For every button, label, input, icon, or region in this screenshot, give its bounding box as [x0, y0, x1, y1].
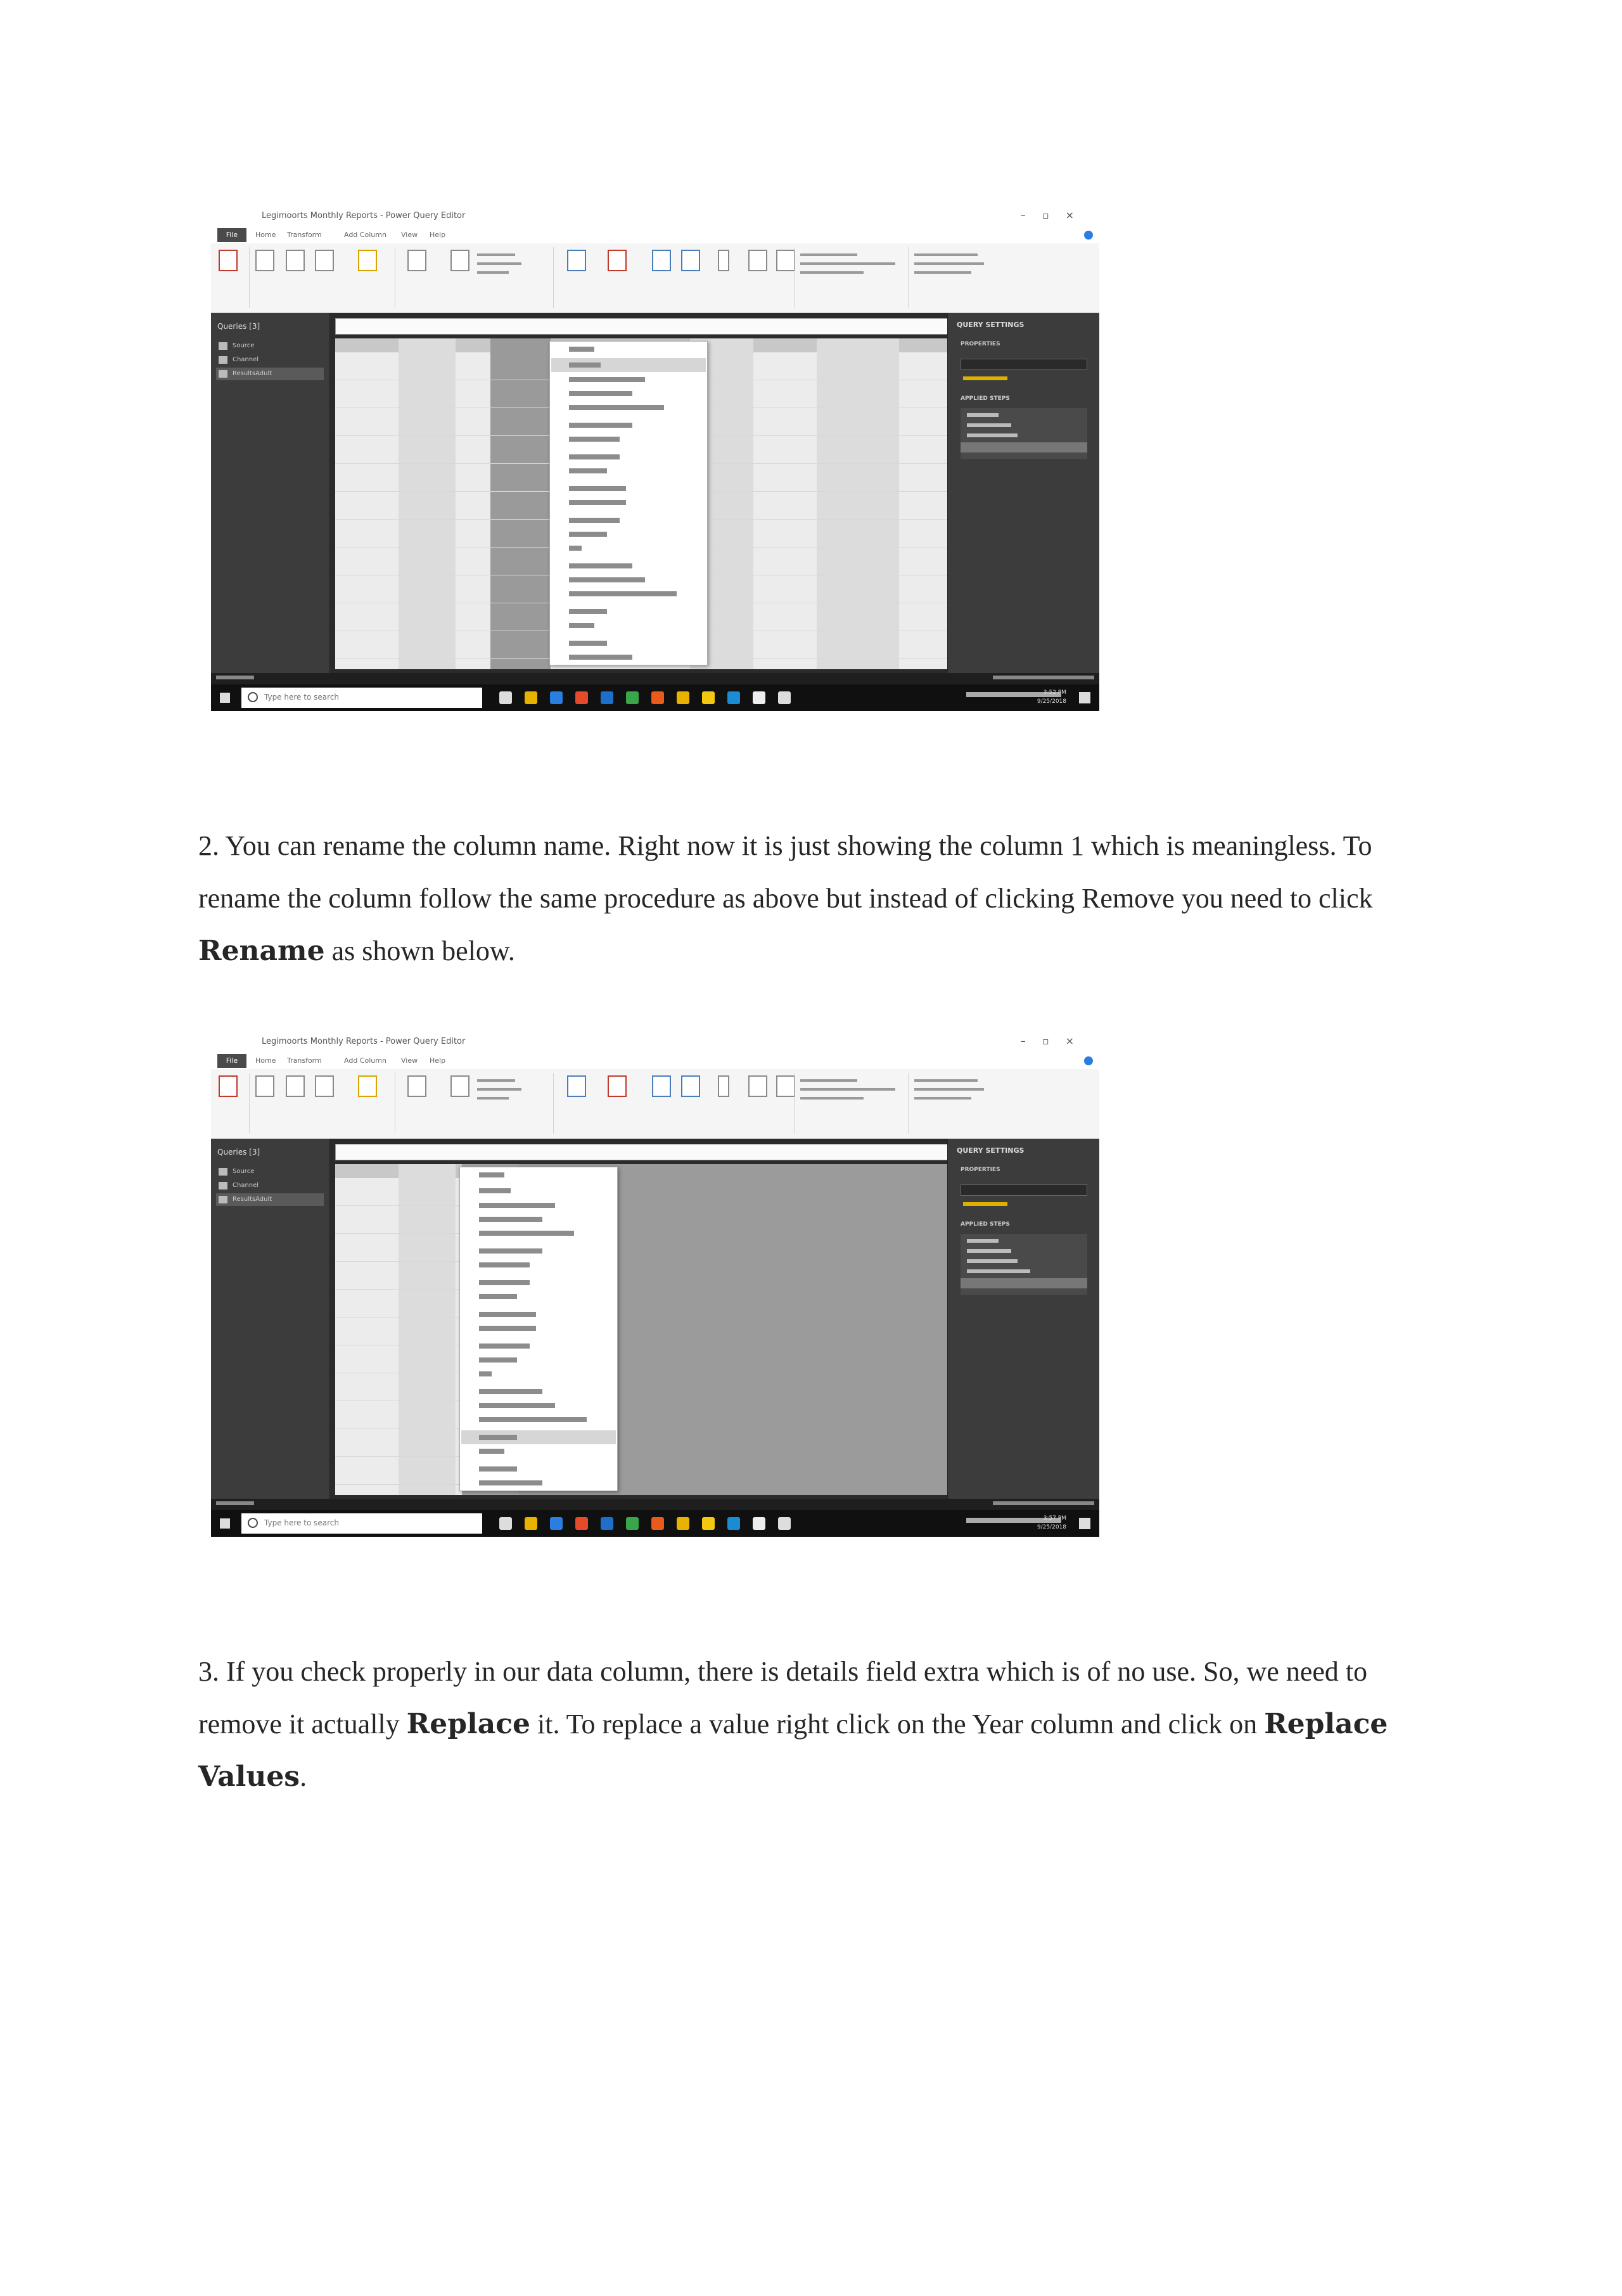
paragraph-text: it. To replace a value right click on the Year column and click on: [530, 1709, 1265, 1740]
menu-item-split-column[interactable]: [569, 518, 620, 523]
status-left: [216, 676, 254, 679]
ribbon-separator: [553, 247, 554, 308]
menu-item-unpivot-other-columns[interactable]: [569, 577, 645, 582]
menu-item-fill[interactable]: [569, 546, 582, 551]
app-icon[interactable]: [727, 691, 740, 704]
menu-item-replace-errors[interactable]: [569, 500, 626, 505]
choose-columns-icon[interactable]: [567, 250, 586, 271]
step-item[interactable]: [967, 413, 999, 417]
tab-help[interactable]: Help: [430, 231, 446, 239]
advanced-editor-button[interactable]: [477, 262, 521, 265]
manage-parameters-icon[interactable]: [407, 1075, 426, 1097]
menu-item-rename[interactable]: [479, 1435, 517, 1440]
menu-item-duplicate-column[interactable]: [569, 391, 632, 396]
paragraph-rename: [198, 819, 1440, 977]
menu-item-split-column[interactable]: [479, 1344, 530, 1349]
queries-header: Queries [3]: [217, 1148, 260, 1157]
menu-item-move[interactable]: [479, 1449, 504, 1454]
taskbar-search[interactable]: [241, 1513, 482, 1534]
ribbon-separator: [249, 1073, 250, 1134]
queries-pane: [211, 1139, 330, 1499]
taskbar-clock: [1037, 1514, 1066, 1532]
menu-item-change-type[interactable]: [479, 1280, 530, 1285]
menu-item-remove-duplicates[interactable]: [479, 1248, 542, 1254]
app-icon[interactable]: [753, 691, 765, 704]
data-source-settings-icon[interactable]: [358, 1075, 377, 1097]
recent-sources-icon[interactable]: [286, 1075, 305, 1097]
menu-item-drill-down[interactable]: [479, 1466, 517, 1472]
menu-item-transform[interactable]: [569, 468, 607, 473]
ribbon-tabs: [211, 227, 1099, 243]
advanced-editor-button[interactable]: [477, 1088, 521, 1091]
menu-item-unpivot-columns[interactable]: [569, 563, 632, 568]
ribbon-separator: [794, 1073, 795, 1134]
cortana-icon: [248, 692, 258, 702]
paragraph-text: as shown below.: [324, 935, 515, 966]
menu-item-unpivot-selected[interactable]: [569, 591, 677, 596]
properties-button[interactable]: [477, 253, 515, 256]
column-context-menu: [459, 1167, 618, 1491]
data-type-button[interactable]: [800, 1079, 857, 1082]
step-item[interactable]: [967, 1269, 1030, 1273]
step-item[interactable]: [967, 1239, 999, 1243]
enter-data-icon[interactable]: [315, 1075, 334, 1097]
menu-item-fill[interactable]: [479, 1371, 492, 1376]
query-settings-pane: [947, 313, 1099, 673]
step-item[interactable]: [967, 1249, 1011, 1253]
formula-bar[interactable]: [335, 318, 970, 335]
edge-icon[interactable]: [550, 691, 563, 704]
help-icon[interactable]: [1084, 1056, 1093, 1065]
properties-button[interactable]: [477, 1079, 515, 1082]
properties-header: PROPERTIES: [961, 1167, 1000, 1173]
status-bar: [211, 673, 1099, 684]
manage-button[interactable]: [477, 271, 509, 274]
refresh-preview-icon[interactable]: [450, 1075, 469, 1097]
menu-item-transform[interactable]: [479, 1294, 517, 1299]
keep-rows-icon[interactable]: [652, 1075, 671, 1097]
file-explorer-icon[interactable]: [525, 691, 537, 704]
edge-icon[interactable]: [550, 1517, 563, 1530]
bold-replace-values: Replace Values: [198, 1708, 1388, 1793]
step-item[interactable]: [967, 423, 1011, 427]
all-properties-link[interactable]: [963, 376, 1007, 380]
step-item[interactable]: [967, 433, 1018, 437]
remove-columns-icon[interactable]: [608, 1075, 627, 1097]
queries-pane: [211, 313, 330, 673]
menu-item-remove-other-columns[interactable]: [569, 377, 645, 382]
keep-rows-icon[interactable]: [652, 250, 671, 271]
step-item-selected[interactable]: [961, 442, 1087, 452]
windows-start-icon[interactable]: [220, 693, 230, 703]
menu-item-unpivot-columns[interactable]: [479, 1389, 542, 1394]
excel-icon[interactable]: [626, 1517, 639, 1530]
combine-files-button[interactable]: [914, 1097, 971, 1100]
query-item-source[interactable]: Source: [216, 1165, 324, 1178]
data-grid: [335, 1164, 970, 1495]
applied-steps-header: APPLIED STEPS: [961, 395, 1010, 402]
window-titlebar: [211, 1031, 1099, 1053]
tab-transform[interactable]: Transform: [287, 1056, 322, 1065]
menu-item-change-type[interactable]: [569, 454, 620, 459]
window-title: Legimoorts Monthly Reports - Power Query Editor: [262, 211, 466, 221]
menu-item-replace-values[interactable]: [569, 486, 626, 491]
merge-queries-button[interactable]: [914, 1079, 978, 1082]
menu-item-copy[interactable]: [479, 1172, 504, 1177]
applied-steps-list: [961, 1234, 1087, 1295]
recent-sources-icon[interactable]: [286, 250, 305, 271]
clock-date: 9/25/2018: [1037, 698, 1066, 705]
manage-parameters-icon[interactable]: [407, 250, 426, 271]
tab-transform[interactable]: Transform: [287, 231, 322, 239]
tab-help[interactable]: Help: [430, 1056, 446, 1065]
tab-add-column[interactable]: Add Column: [344, 1056, 386, 1065]
ribbon-separator: [908, 247, 909, 308]
applied-steps-list: [961, 408, 1087, 459]
menu-item-add-as-new-query[interactable]: [479, 1480, 542, 1485]
notification-icon[interactable]: [1079, 1518, 1090, 1529]
tab-file[interactable]: File: [217, 228, 246, 242]
cortana-icon: [248, 1518, 258, 1528]
tab-home[interactable]: Home: [255, 1056, 276, 1065]
task-view-icon[interactable]: [499, 691, 512, 704]
outlook-icon[interactable]: [601, 1517, 613, 1530]
clock-time: 3:57 PM: [1043, 1515, 1066, 1522]
menu-item-remove-errors[interactable]: [569, 437, 620, 442]
new-source-icon[interactable]: [255, 1075, 274, 1097]
notification-icon[interactable]: [1079, 692, 1090, 703]
app-icon[interactable]: [753, 1517, 765, 1530]
query-item-results[interactable]: ResultsAdult: [216, 1193, 324, 1206]
menu-item-remove-errors[interactable]: [479, 1262, 530, 1267]
file-explorer-icon[interactable]: [525, 1517, 537, 1530]
taskbar-search[interactable]: [241, 688, 482, 708]
menu-item-drill-down[interactable]: [569, 641, 607, 646]
queries-header: Queries [3]: [217, 322, 260, 331]
properties-header: PROPERTIES: [961, 341, 1000, 347]
append-queries-button[interactable]: [914, 262, 984, 265]
search-placeholder: Type here to search: [264, 1518, 339, 1527]
ribbon-tabs: [211, 1053, 1099, 1069]
app-icon[interactable]: [677, 691, 689, 704]
replace-values-button[interactable]: [800, 271, 864, 274]
ribbon-separator: [249, 247, 250, 308]
window-controls[interactable]: –▫×: [1020, 1035, 1090, 1047]
paragraph-replace: [198, 1645, 1440, 1803]
tab-add-column[interactable]: Add Column: [344, 231, 386, 239]
split-column-icon[interactable]: [748, 250, 767, 271]
window-title: Legimoorts Monthly Reports - Power Query Editor: [262, 1037, 466, 1046]
paragraph-text: .: [300, 1761, 307, 1792]
menu-item-group-by[interactable]: [479, 1357, 517, 1363]
status-right: [993, 1501, 1094, 1505]
menu-item-unpivot-selected[interactable]: [479, 1417, 587, 1422]
menu-item-remove[interactable]: [569, 362, 601, 368]
menu-item-replace-errors[interactable]: [479, 1326, 536, 1331]
paragraph-text: 3. If you check properly in our data column, there is details field extra which is of no use. So, we need to remove it actually: [198, 1656, 1368, 1740]
chrome-icon[interactable]: [575, 691, 588, 704]
app-icon[interactable]: [651, 1517, 664, 1530]
taskbar: [211, 684, 1099, 711]
new-source-icon[interactable]: [255, 250, 274, 271]
tab-file[interactable]: File: [217, 1054, 246, 1068]
close-apply-icon[interactable]: [219, 1075, 238, 1097]
paragraph-text: 2. You can rename the column name. Right now it is just showing the column 1 which is meaningless. To rename the column follow the same procedure as above but instead of clicking Remove you need to click: [198, 830, 1373, 914]
screenshot-power-query-rename: [211, 1031, 1099, 1537]
query-settings-pane: [947, 1139, 1099, 1499]
excel-icon[interactable]: [626, 691, 639, 704]
ribbon: [211, 243, 1099, 313]
app-icon[interactable]: [778, 691, 791, 704]
menu-item-replace-values[interactable]: [479, 1312, 536, 1317]
tab-view[interactable]: View: [401, 231, 418, 239]
use-first-row-headers-button[interactable]: [800, 262, 895, 265]
clock-time: 3:52 PM: [1043, 689, 1066, 696]
replace-values-button[interactable]: [800, 1097, 864, 1100]
applied-steps-header: APPLIED STEPS: [961, 1221, 1010, 1228]
menu-item-add-as-new-query[interactable]: [569, 655, 632, 660]
app-icon[interactable]: [778, 1517, 791, 1530]
menu-item-remove-duplicates[interactable]: [569, 423, 632, 428]
step-item[interactable]: [967, 1259, 1018, 1263]
ribbon-separator: [553, 1073, 554, 1134]
refresh-preview-icon[interactable]: [450, 250, 469, 271]
query-settings-header: QUERY SETTINGS: [957, 321, 1025, 329]
group-by-icon[interactable]: [776, 1075, 795, 1097]
ribbon-separator: [794, 247, 795, 308]
all-properties-link[interactable]: [963, 1202, 1007, 1206]
power-bi-icon[interactable]: [702, 691, 715, 704]
query-item-channel[interactable]: Channel: [216, 354, 324, 366]
window-controls[interactable]: –▫×: [1020, 209, 1090, 221]
step-item-selected[interactable]: [961, 1278, 1087, 1288]
help-icon[interactable]: [1084, 231, 1093, 240]
query-settings-header: QUERY SETTINGS: [957, 1146, 1025, 1155]
append-queries-button[interactable]: [914, 1088, 984, 1091]
menu-item-group-by[interactable]: [569, 532, 607, 537]
query-item-source[interactable]: Source: [216, 340, 324, 352]
close-apply-icon[interactable]: [219, 250, 238, 271]
app-icon[interactable]: [651, 691, 664, 704]
menu-item-add-column-from-examples[interactable]: [569, 405, 664, 410]
screenshot-power-query-remove: [211, 205, 1099, 711]
ribbon-separator: [908, 1073, 909, 1134]
tab-home[interactable]: Home: [255, 231, 276, 239]
group-by-icon[interactable]: [776, 250, 795, 271]
taskbar-clock: [1037, 688, 1066, 706]
task-view-icon[interactable]: [499, 1517, 512, 1530]
status-bar: [211, 1499, 1099, 1510]
menu-item-add-column-from-examples[interactable]: [479, 1231, 574, 1236]
bold-rename: Rename: [198, 935, 325, 967]
windows-start-icon[interactable]: [220, 1518, 230, 1529]
query-name-field[interactable]: [961, 1184, 1087, 1196]
merge-queries-button[interactable]: [914, 253, 978, 256]
menu-item-copy[interactable]: [569, 347, 594, 352]
menu-item-unpivot-other-columns[interactable]: [479, 1403, 555, 1408]
search-placeholder: Type here to search: [264, 693, 339, 702]
menu-item-remove-other-columns[interactable]: [479, 1203, 555, 1208]
taskbar: [211, 1510, 1099, 1537]
app-icon[interactable]: [677, 1517, 689, 1530]
query-name-field[interactable]: [961, 359, 1087, 370]
enter-data-icon[interactable]: [315, 250, 334, 271]
column-context-menu: [549, 341, 708, 665]
clock-date: 9/25/2018: [1037, 1524, 1066, 1530]
ribbon: [211, 1069, 1099, 1139]
data-type-button[interactable]: [800, 253, 857, 256]
sort-icon[interactable]: [718, 250, 729, 271]
data-source-settings-icon[interactable]: [358, 250, 377, 271]
remove-rows-icon[interactable]: [681, 1075, 700, 1097]
sort-icon[interactable]: [718, 1075, 729, 1097]
query-item-results[interactable]: ResultsAdult: [216, 368, 324, 380]
power-bi-icon[interactable]: [702, 1517, 715, 1530]
remove-columns-icon[interactable]: [608, 250, 627, 271]
remove-rows-icon[interactable]: [681, 250, 700, 271]
use-first-row-headers-button[interactable]: [800, 1088, 895, 1091]
menu-item-duplicate-column[interactable]: [479, 1217, 542, 1222]
status-right: [993, 676, 1094, 679]
menu-item-move[interactable]: [569, 623, 594, 628]
bold-replace: Replace: [406, 1708, 530, 1740]
status-left: [216, 1501, 254, 1505]
outlook-icon[interactable]: [601, 691, 613, 704]
app-icon[interactable]: [727, 1517, 740, 1530]
chrome-icon[interactable]: [575, 1517, 588, 1530]
formula-bar[interactable]: [335, 1144, 970, 1160]
split-column-icon[interactable]: [748, 1075, 767, 1097]
combine-files-button[interactable]: [914, 271, 971, 274]
query-item-channel[interactable]: Channel: [216, 1179, 324, 1192]
window-titlebar: [211, 205, 1099, 227]
choose-columns-icon[interactable]: [567, 1075, 586, 1097]
tab-view[interactable]: View: [401, 1056, 418, 1065]
manage-button[interactable]: [477, 1097, 509, 1100]
menu-item-rename[interactable]: [569, 609, 607, 614]
menu-item-remove[interactable]: [479, 1188, 511, 1193]
